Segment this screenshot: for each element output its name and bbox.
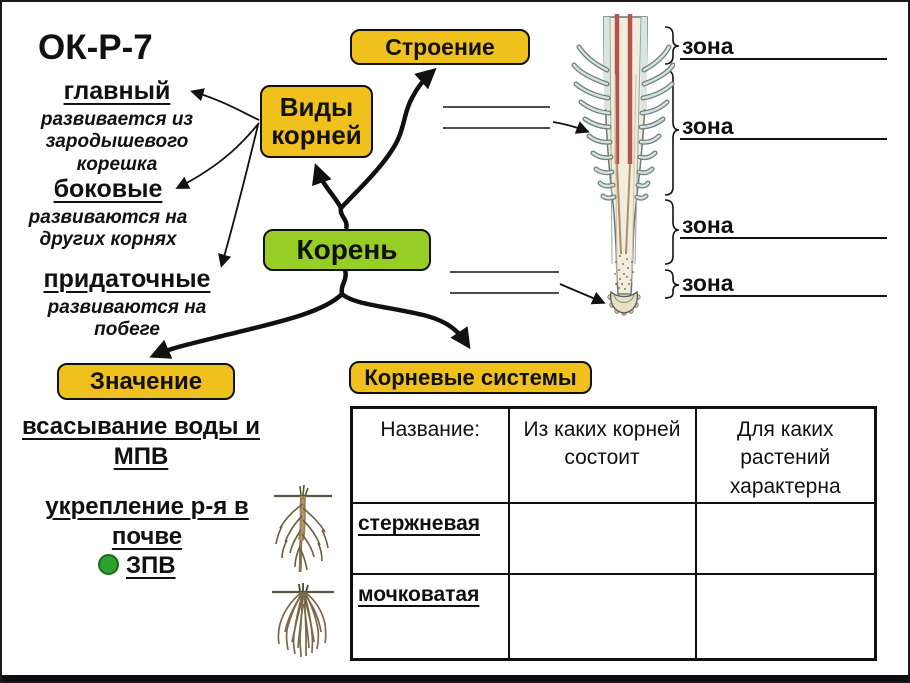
root-systems-table bbox=[350, 406, 877, 661]
node-significance: Значение bbox=[57, 363, 235, 400]
zone-row-1 bbox=[680, 33, 887, 60]
node-structure: Строение bbox=[350, 29, 530, 65]
term-main-root: главный bbox=[63, 77, 171, 105]
root-cap bbox=[608, 292, 640, 315]
zone-row-2 bbox=[680, 113, 887, 140]
desc-lateral-roots: развиваются на других корнях bbox=[28, 207, 188, 251]
blank-line bbox=[450, 271, 559, 273]
arrow-stem-up bbox=[341, 208, 347, 229]
table-row-label: стержневая bbox=[352, 503, 509, 574]
table-header-plants: Для каких растений характерна bbox=[696, 408, 876, 504]
zone-label-2: зона bbox=[682, 113, 734, 139]
note-lateral-roots bbox=[17, 175, 199, 252]
node-root: Корень bbox=[263, 229, 431, 271]
zone-row-3 bbox=[680, 212, 887, 239]
blank-line bbox=[443, 106, 550, 108]
significance-note-zpv: ЗПВ bbox=[126, 552, 176, 579]
table-cell-empty bbox=[696, 503, 876, 574]
bullet-icon bbox=[98, 554, 119, 575]
significance-note-absorption: всасывание воды и МПВ bbox=[22, 413, 260, 470]
table-header-row bbox=[352, 408, 876, 504]
note-adventitious-roots bbox=[37, 265, 217, 342]
table-row-taproot bbox=[352, 503, 876, 574]
table-cell-empty bbox=[509, 574, 696, 659]
table-row-label: мочковатая bbox=[352, 574, 509, 659]
fibrous-root-system-figure bbox=[268, 580, 338, 660]
arrow-root-to-root-systems bbox=[342, 294, 467, 344]
note-main-root bbox=[27, 77, 207, 176]
node-root-types: Виды корней bbox=[260, 85, 373, 158]
desc-adventitious-roots: развиваются на побеге bbox=[47, 297, 207, 341]
fibrous-roots bbox=[278, 592, 325, 657]
blank-line bbox=[450, 292, 559, 294]
page-title: ОК-Р-7 bbox=[38, 28, 153, 67]
significance-note-anchoring: укрепление р-я в почве bbox=[45, 493, 249, 550]
zone-row-4 bbox=[680, 270, 887, 297]
bottom-bar bbox=[2, 675, 908, 681]
arrow-to-adventitious-roots bbox=[222, 125, 258, 264]
table-row-fibrous bbox=[352, 574, 876, 659]
root-tip-illustration bbox=[567, 14, 675, 316]
zone-label-1: зона bbox=[682, 33, 734, 59]
table-cell-empty bbox=[696, 574, 876, 659]
blank-line bbox=[443, 127, 550, 129]
term-adventitious-roots: придаточные bbox=[43, 265, 211, 293]
term-lateral-roots: боковые bbox=[53, 175, 163, 203]
zone-label-3: зона bbox=[682, 212, 734, 238]
arrow-root-to-root-types bbox=[317, 169, 341, 208]
taproot-system-figure bbox=[270, 480, 336, 578]
table-header-composition: Из каких корней состоит bbox=[509, 408, 696, 504]
arrow-stem-down bbox=[342, 270, 346, 294]
table-header-name: Название: bbox=[352, 408, 509, 504]
table-cell-empty bbox=[509, 503, 696, 574]
node-root-systems: Корневые системы bbox=[349, 361, 592, 394]
zone-label-4: зона bbox=[682, 270, 734, 296]
desc-main-root: развивается из зародышевого корешка bbox=[40, 109, 194, 175]
